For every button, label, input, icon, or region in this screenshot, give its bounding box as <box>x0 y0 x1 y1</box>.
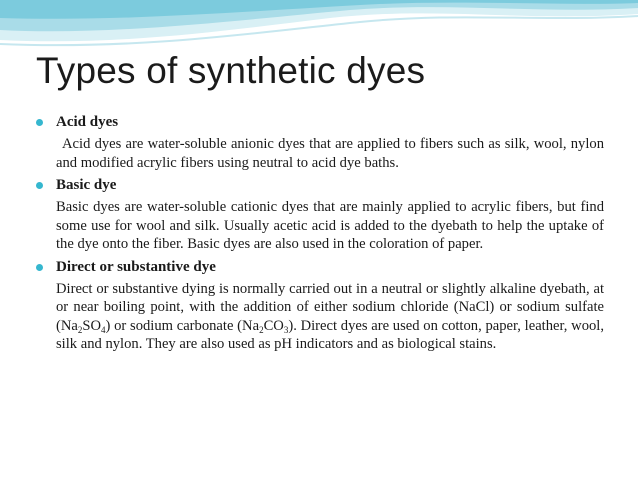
section-acid-dyes <box>34 113 604 172</box>
heading-direct-dye: Direct or substantive dye <box>56 258 216 275</box>
bullet-icon <box>36 264 43 271</box>
heading-acid-dyes: Acid dyes <box>56 114 119 130</box>
slide-content <box>34 113 604 358</box>
bullet-icon <box>36 119 43 126</box>
text-direct-part-5: ). Direct dyes are used on cotton, paper, leather, wool, silk and nylon. They are also used as pH indicators and as biological stains. <box>56 317 604 352</box>
heading-basic-dye: Basic dye <box>56 177 117 193</box>
subscript: 3 <box>283 324 289 335</box>
bullet-heading-direct-dye <box>34 258 604 278</box>
text-direct-part-1: Direct or substantive dying is normally carried out in a neutral or slightly alkaline dyebath, at or near boiling point, with the addition of either sodium chloride (NaCl) or sodium sulfate (Na <box>56 280 604 334</box>
section-basic-dye <box>34 176 604 254</box>
subscript: 4 <box>101 324 106 335</box>
section-direct-dye <box>34 258 604 354</box>
subscript: 2 <box>259 324 264 335</box>
text-basic-dye: Basic dyes are water-soluble cationic dyes that are mainly applied to acrylic fibers, but find some use for wool and silk. Usually acetic acid is added to the dyebath to help the uptake of the dye onto the fiber. Basic dyes are also used in the coloration of paper. <box>56 199 604 252</box>
bullet-heading-basic-dye <box>34 176 604 196</box>
text-direct-part-2: SO <box>82 317 102 334</box>
text-direct-part-3: ) or sodium carbonate (Na <box>105 317 260 334</box>
subscript: 2 <box>77 324 83 335</box>
slide-title: Types of synthetic dyes <box>36 50 426 91</box>
text-direct-dye <box>56 280 604 354</box>
text-acid-dyes: Acid dyes are water-soluble anionic dyes that are applied to fibers such as silk, wool, nylon and modified acrylic fibers using neutral to acid dye baths. <box>56 136 604 171</box>
bullet-heading-acid-dyes <box>34 113 604 133</box>
bullet-icon <box>36 182 43 189</box>
text-direct-part-4: CO <box>263 317 284 334</box>
